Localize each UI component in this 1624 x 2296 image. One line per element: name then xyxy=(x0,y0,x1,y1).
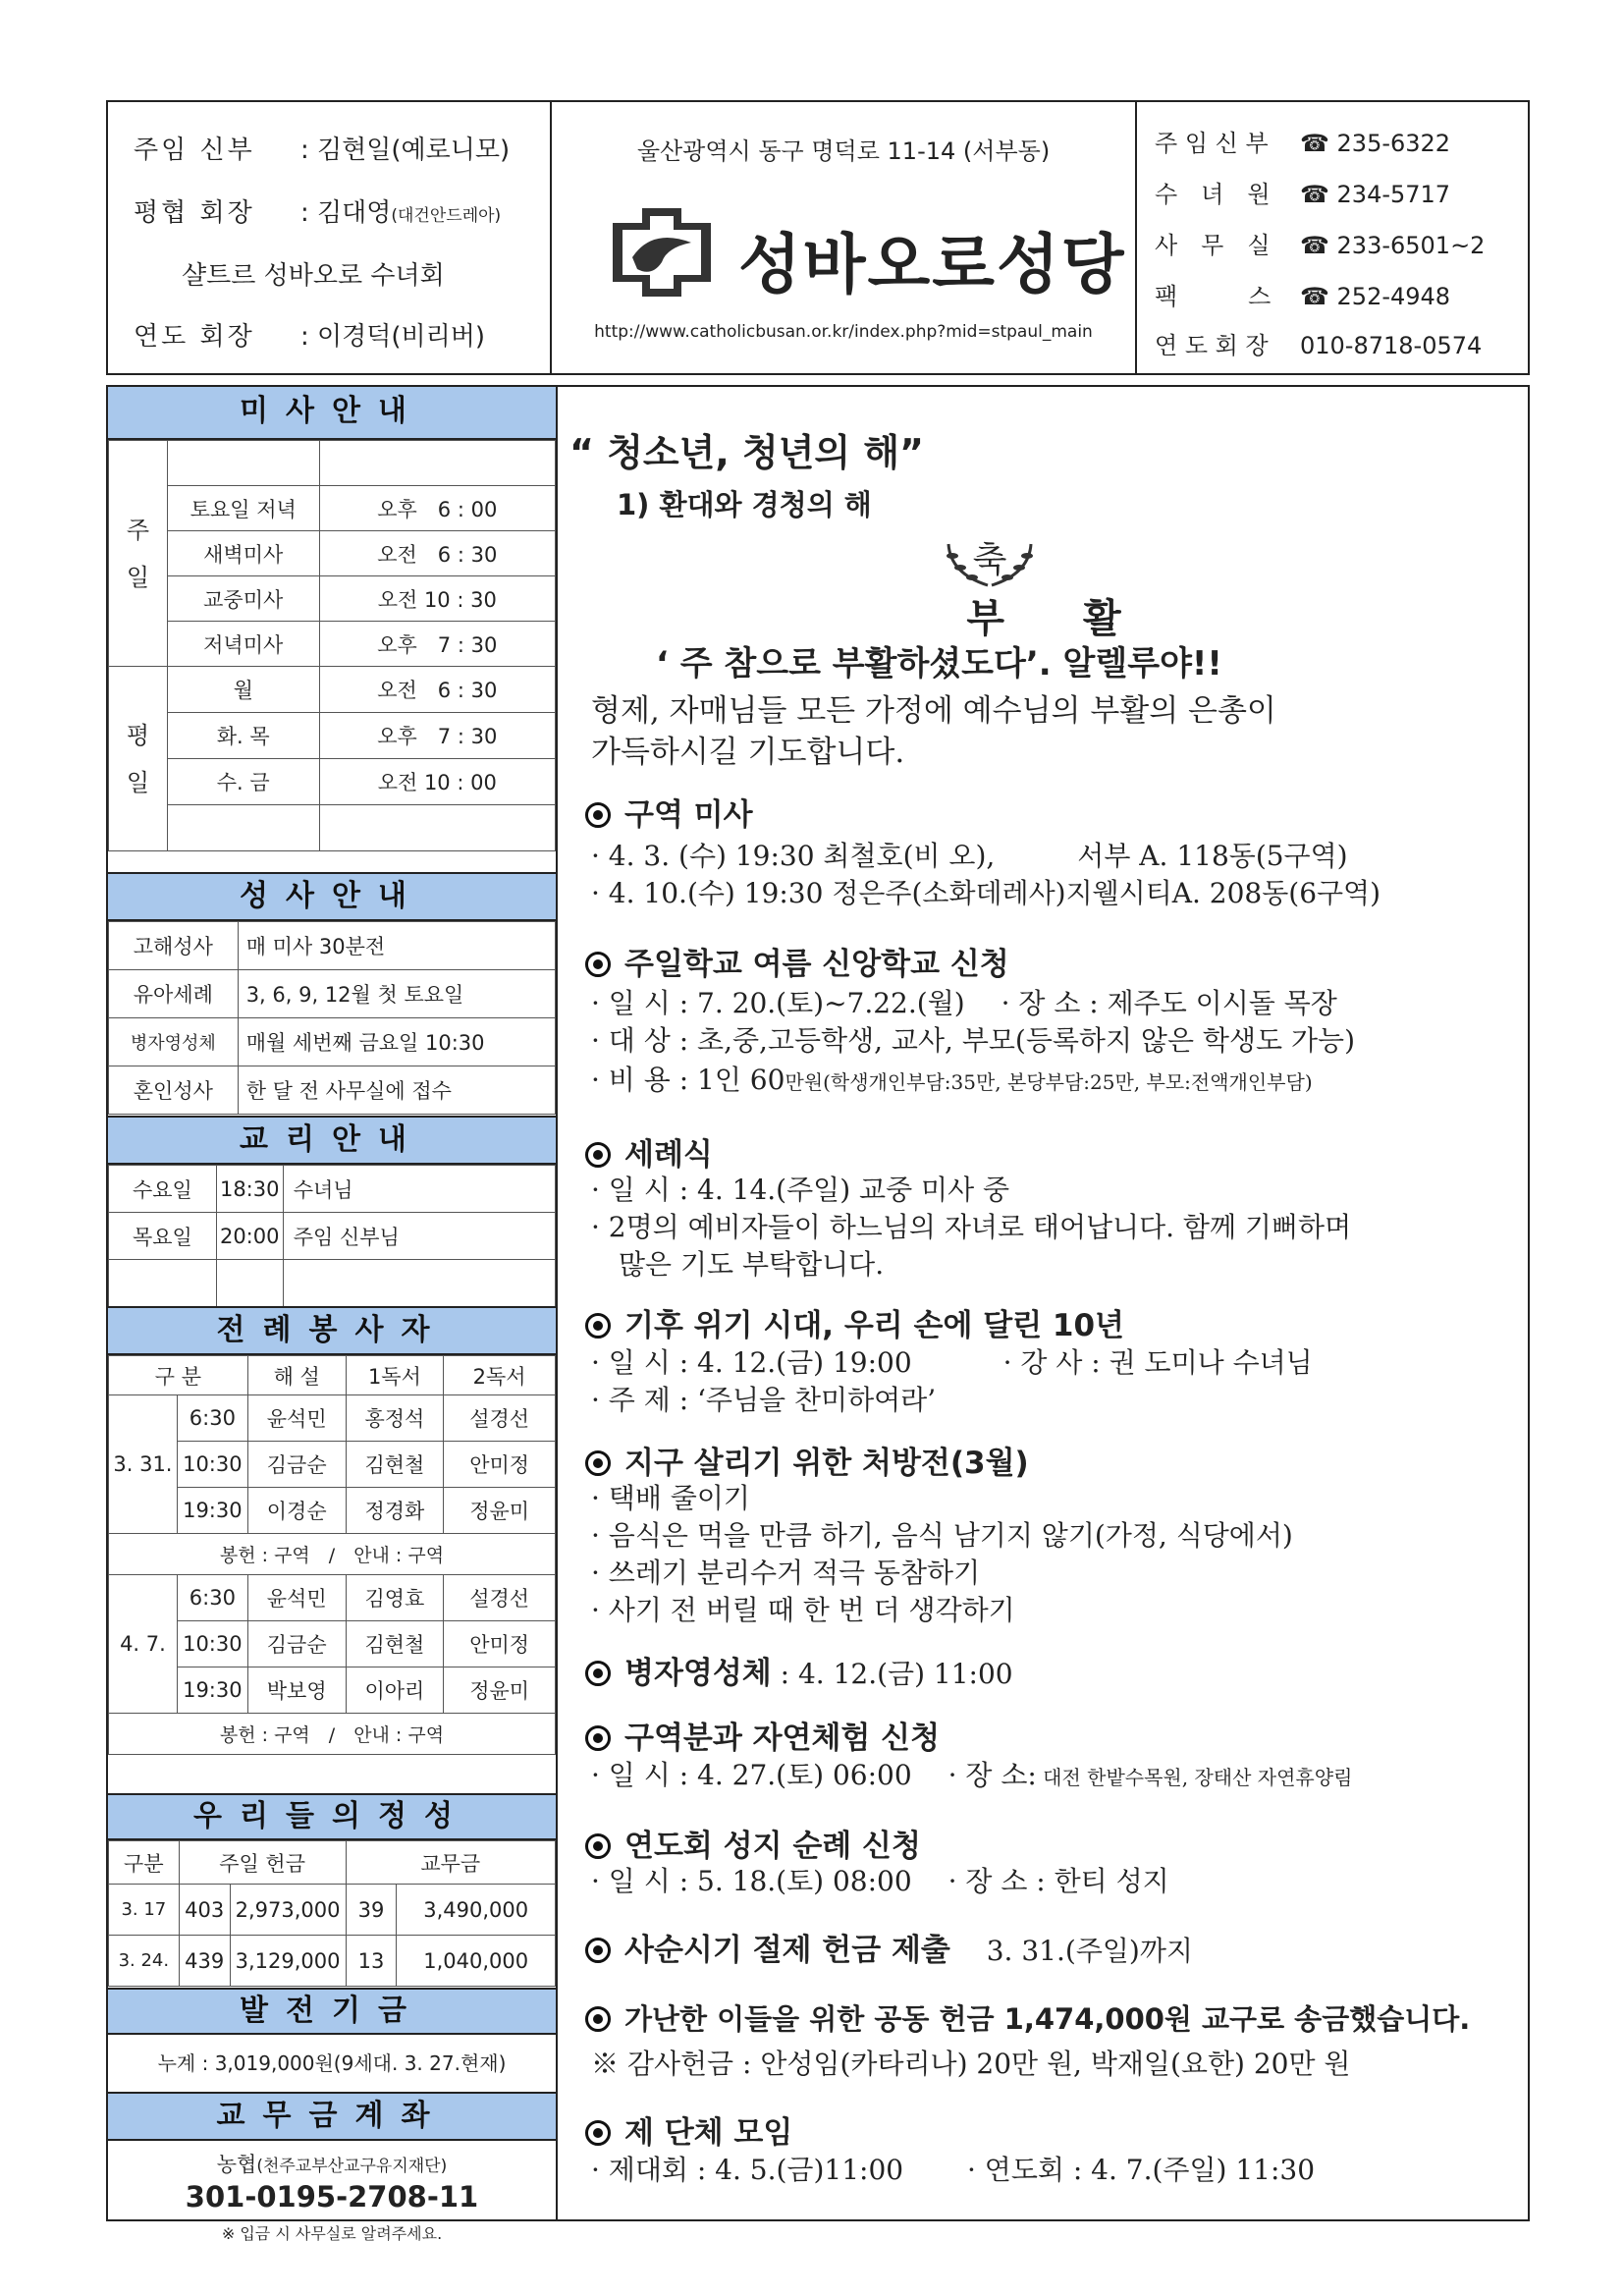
account-note: ※ 입금 시 사무실로 알려주세요. xyxy=(221,2224,443,2243)
sisters-row xyxy=(182,255,445,292)
fund-title: 발전기금 xyxy=(108,1988,556,2035)
servers-table xyxy=(108,1355,556,1755)
section-line: · 일 시 : 7. 20.(토)~7.22.(월) · 장 소 : 제주도 이시돌 목장 xyxy=(591,987,1337,1019)
mass-name: 수. 금 xyxy=(167,759,319,805)
sacrament-desc: 매 미사 30분전 xyxy=(238,922,555,970)
section-title-text: 사순시기 절제 헌금 제출 xyxy=(624,1933,950,1968)
section-line: · 쓰레기 분리수거 적극 동참하기 xyxy=(591,1557,981,1589)
servers-date: 4. 7. xyxy=(109,1575,178,1714)
mass-name: 저녁미사 xyxy=(167,622,319,667)
account-bank xyxy=(108,2149,556,2178)
fund-text: 누계 : 3,019,000원(9세대. 3. 27.현재) xyxy=(157,2051,507,2075)
doctrine-who: 주임 신부님 xyxy=(283,1213,555,1260)
sacrament-desc: 매월 세번째 금요일 10:30 xyxy=(238,1018,555,1066)
sunday-label-1: 주 xyxy=(126,516,150,544)
section-title-text: 지구 살리기 위한 처방전(3월) xyxy=(624,1446,1029,1481)
section-line: · 제대회 : 4. 5.(금)11:00 · 연도회 : 4. 7.(주일) 11:30 xyxy=(591,2154,1316,2186)
mass-time: 오전 10 : 00 xyxy=(319,759,555,805)
servers-cell: 안미정 xyxy=(444,1621,556,1667)
servers-time: 6:30 xyxy=(177,1575,247,1621)
section-line: · 4. 3. (수) 19:30 최철호(비 오), 서부 A. 118동(5구역) xyxy=(591,840,1348,872)
right-column xyxy=(558,385,1530,2221)
section-title-text: 구역 미사 xyxy=(624,797,753,833)
sacrament-desc: 한 달 전 사무실에 접수 xyxy=(238,1066,555,1115)
section-title-text: 구역분과 자연체험 신청 xyxy=(624,1721,941,1756)
mass-name: 토요일 저녁 xyxy=(167,486,319,531)
account-bank-sub: (천주교부산교구유지재단) xyxy=(256,2157,448,2176)
contact-label: 수 녀 원 xyxy=(1155,181,1271,208)
account-number: 301-0195-2708-11 xyxy=(185,2180,479,2214)
section-line: · 일 시 : 5. 18.(토) 08:00 · 장 소 : 한티 성지 xyxy=(591,1865,1169,1897)
offering-title: 우리들의정성 xyxy=(108,1793,556,1840)
section-line xyxy=(591,1754,1352,1793)
servers-cell: 정경화 xyxy=(346,1488,444,1534)
sacrament-name: 고해성사 xyxy=(109,922,239,970)
sacrament-name: 혼인성사 xyxy=(109,1066,239,1115)
servers-header: 2독서 xyxy=(444,1356,556,1395)
contact-tel: ☎ 235-6322 xyxy=(1300,130,1451,157)
section-line: · 4. 10.(수) 19:30 정은주(소화데레사)지웰시티A. 208동(6구역) xyxy=(591,877,1381,909)
servers-cell: 안미정 xyxy=(444,1442,556,1488)
council-label: 평협 회장 xyxy=(134,198,255,228)
sacrament-table xyxy=(108,921,556,1115)
section-line: · 일 시 : 4. 14.(주일) 교중 미사 중 xyxy=(591,1174,1010,1206)
servers-cell: 김현철 xyxy=(346,1621,444,1667)
servers-cell: 김현철 xyxy=(346,1442,444,1488)
section-title xyxy=(585,1129,713,1174)
offering-cell: 3,490,000 xyxy=(397,1885,556,1936)
servers-note: 봉헌 : 구역 / 안내 : 구역 xyxy=(109,1534,556,1575)
header-contacts xyxy=(1137,102,1528,373)
offering-cell: 2,973,000 xyxy=(230,1885,346,1936)
offering-header: 주일 헌금 xyxy=(179,1841,346,1885)
servers-title: 전례봉사자 xyxy=(108,1306,556,1355)
bullet-icon xyxy=(585,1725,611,1751)
contact-row xyxy=(1155,175,1450,209)
bullet-icon xyxy=(585,1142,611,1168)
mass-name: 교중미사 xyxy=(167,576,319,622)
offering-cell: 39 xyxy=(346,1885,397,1936)
cost-small: 만원(학생개인부담:35만, 본당부담:25만, 부모:전액개인부담) xyxy=(785,1070,1313,1094)
section-title xyxy=(585,790,753,834)
section-line: 많은 기도 부탁합니다. xyxy=(591,1248,885,1281)
sacrament-name: 유아세례 xyxy=(109,970,239,1018)
section-title xyxy=(585,1648,1013,1692)
servers-cell: 이경순 xyxy=(247,1488,346,1534)
offering-table xyxy=(108,1840,556,1987)
mass-table xyxy=(108,440,556,851)
section-line xyxy=(591,1059,1313,1098)
offering-cell: 13 xyxy=(346,1936,397,1987)
section-line: · 주 제 : ‘주님을 찬미하여라’ xyxy=(591,1384,937,1416)
servers-cell: 박보영 xyxy=(247,1667,346,1714)
offering-header: 교무금 xyxy=(346,1841,555,1885)
weekday-label-1: 평 xyxy=(126,721,150,749)
section-inline: 3. 31.(주일)까지 xyxy=(949,1935,1193,1967)
servers-cell: 김금순 xyxy=(247,1442,346,1488)
council-row xyxy=(134,192,501,229)
servers-header: 1독서 xyxy=(346,1356,444,1395)
mass-time: 오후 6 : 00 xyxy=(319,486,555,531)
bullet-icon xyxy=(585,1450,611,1476)
church-emblem-icon xyxy=(593,208,731,297)
section-title-text: 연도회 성지 순례 신청 xyxy=(624,1829,921,1864)
header-left xyxy=(108,102,552,373)
line-main: · 일 시 : 4. 27.(토) 06:00 · 장 소: xyxy=(591,1759,1037,1791)
mass-time: 오전 6 : 30 xyxy=(319,667,555,713)
servers-note: 봉헌 : 구역 / 안내 : 구역 xyxy=(109,1714,556,1755)
sacrament-name: 병자영성체 xyxy=(109,1018,239,1066)
contact-label: 주 임 신 부 xyxy=(1155,130,1269,157)
contact-row xyxy=(1155,226,1485,260)
offering-cell: 403 xyxy=(179,1885,230,1936)
address: 울산광역시 동구 명덕로 11-14 (서부동) xyxy=(636,137,1051,165)
doctrine-time: 20:00 xyxy=(216,1213,283,1260)
servers-header: 해 설 xyxy=(247,1356,346,1395)
priest-row xyxy=(134,130,510,166)
servers-cell: 홍정석 xyxy=(346,1395,444,1442)
yeondo-value: : 이경덕(비리버) xyxy=(300,322,486,352)
servers-cell: 윤석민 xyxy=(247,1575,346,1621)
servers-header: 구 분 xyxy=(109,1356,248,1395)
offering-cell: 1,040,000 xyxy=(397,1936,556,1987)
header-middle xyxy=(552,102,1137,373)
mass-time: 오후 7 : 30 xyxy=(319,713,555,759)
line-small: 대전 한밭수목원, 장태산 자연휴양림 xyxy=(1036,1766,1353,1789)
doctrine-time: 18:30 xyxy=(216,1166,283,1213)
contact-tel: ☎ 252-4948 xyxy=(1300,283,1451,310)
mass-time: 오전 6 : 30 xyxy=(319,531,555,576)
section-line: · 사기 전 버릴 때 한 번 더 생각하기 xyxy=(591,1594,1015,1626)
section-title-text: 주일학교 여름 신앙학교 신청 xyxy=(624,947,1009,982)
doctrine-day: 목요일 xyxy=(109,1213,217,1260)
contact-tel: ☎ 234-5717 xyxy=(1300,181,1451,208)
section-title-text: 가난한 이들을 위한 공동 헌금 1,474,000원 교구로 송금했습니다. xyxy=(624,2002,1471,2036)
bullet-icon xyxy=(585,1938,611,1963)
sacrament-title: 성사안내 xyxy=(108,872,556,921)
contact-row xyxy=(1155,326,1482,360)
emblem-char: 축 xyxy=(972,540,1007,580)
section-inline: : 4. 12.(금) 11:00 xyxy=(771,1658,1013,1690)
sisters-value: 샬트르 성바오로 수녀회 xyxy=(182,261,445,291)
contact-label: 사 무 실 xyxy=(1155,232,1271,259)
section-line: · 2명의 예비자들이 하느님의 자녀로 태어납니다. 함께 기뻐하며 xyxy=(591,1211,1352,1243)
section-title-text: 세례식 xyxy=(624,1137,713,1173)
doctrine-day: 수요일 xyxy=(109,1166,217,1213)
offering-header: 구분 xyxy=(109,1841,180,1885)
sunday-label xyxy=(109,441,168,667)
servers-cell: 설경선 xyxy=(444,1575,556,1621)
bullet-icon xyxy=(585,2006,611,2032)
offering-date: 3. 17 xyxy=(109,1885,180,1936)
mass-time: 오전 10 : 30 xyxy=(319,576,555,622)
mass-time: 오후 7 : 30 xyxy=(319,622,555,667)
contact-tel: ☎ 233-6501~2 xyxy=(1300,232,1486,259)
servers-cell: 김영효 xyxy=(346,1575,444,1621)
church-name: 성바오로성당 xyxy=(738,227,1126,302)
easter-msg-2: 가득하시길 기도합니다. xyxy=(591,735,905,770)
servers-time: 19:30 xyxy=(177,1667,247,1714)
contact-row xyxy=(1155,124,1450,158)
section-line: · 택배 줄이기 xyxy=(591,1482,750,1514)
doctrine-who: 수녀님 xyxy=(283,1166,555,1213)
yeondo-label: 연도 회장 xyxy=(134,322,255,352)
servers-cell: 이아리 xyxy=(346,1667,444,1714)
header-box xyxy=(106,100,1530,375)
section-title-text: 병자영성체 xyxy=(624,1656,772,1691)
bullet-icon xyxy=(585,1661,611,1686)
section-title xyxy=(585,2107,792,2152)
emblem xyxy=(939,534,1041,589)
servers-time: 6:30 xyxy=(177,1395,247,1442)
bullet-icon xyxy=(585,952,611,977)
section-line: · 음식은 먹을 만큼 하기, 음식 남기지 않기(가정, 식당에서) xyxy=(591,1519,1293,1552)
offering-cell: 439 xyxy=(179,1936,230,1987)
council-value: : 김대영 xyxy=(300,198,392,228)
council-sub: (대건안드레아) xyxy=(391,206,502,226)
servers-cell: 설경선 xyxy=(444,1395,556,1442)
mass-name: 화. 목 xyxy=(167,713,319,759)
section-line: · 대 상 : 초,중,고등학생, 교사, 부모(등록하지 않은 학생도 가능) xyxy=(591,1024,1355,1057)
bullet-icon xyxy=(585,1833,611,1859)
church-url[interactable]: http://www.catholicbusan.or.kr/index.php?mid=stpaul_main xyxy=(594,322,1093,342)
theme-sub: 1) 환대와 경청의 해 xyxy=(617,488,872,521)
offering-date: 3. 24. xyxy=(109,1936,180,1987)
servers-cell: 윤석민 xyxy=(247,1395,346,1442)
church-logo xyxy=(593,208,731,301)
bullet-icon xyxy=(585,2120,611,2146)
account-title: 교무금계좌 xyxy=(108,2092,556,2141)
servers-date: 3. 31. xyxy=(109,1395,178,1534)
contact-label: 연 도 회 장 xyxy=(1155,332,1269,359)
contact-label: 팩 스 xyxy=(1155,283,1272,310)
section-title-text: 제 단체 모임 xyxy=(624,2115,793,2151)
doctrine-table xyxy=(108,1165,556,1307)
sunday-label-2: 일 xyxy=(126,563,150,591)
weekday-label-2: 일 xyxy=(126,768,150,796)
servers-cell: 정윤미 xyxy=(444,1667,556,1714)
contact-row xyxy=(1155,277,1450,311)
mass-title: 미사안내 xyxy=(108,387,556,440)
account-bank-name: 농협 xyxy=(216,2153,257,2176)
section-title xyxy=(585,1300,1124,1344)
easter-msg-1: 형제, 자매님들 모든 가정에 예수님의 부활의 은총이 xyxy=(591,693,1276,729)
sacrament-desc: 3, 6, 9, 12월 첫 토요일 xyxy=(238,970,555,1018)
servers-time: 10:30 xyxy=(177,1621,247,1667)
mass-name: 새벽미사 xyxy=(167,531,319,576)
section-title xyxy=(585,1821,921,1865)
doctrine-title: 교리안내 xyxy=(108,1116,556,1165)
easter-quote: ‘ 주 참으로 부활하셨도다’. 알렐루야!! xyxy=(656,644,1222,683)
section-title xyxy=(585,1438,1029,1482)
mass-name: 월 xyxy=(167,667,319,713)
easter-title: 부 활 xyxy=(966,595,1121,641)
offering-cell: 3,129,000 xyxy=(230,1936,346,1987)
yeondo-row xyxy=(134,316,485,353)
section-title xyxy=(585,939,1009,983)
left-column xyxy=(106,385,558,2243)
section-line: ※ 감사헌금 : 안성임(카타리나) 20만 원, 박재일(요한) 20만 원 xyxy=(591,2048,1351,2080)
bullet-icon xyxy=(585,802,611,828)
priest-value: : 김현일(예로니모) xyxy=(300,136,511,165)
servers-time: 10:30 xyxy=(177,1442,247,1488)
contact-tel: 010-8718-0574 xyxy=(1300,332,1483,359)
section-title xyxy=(585,1925,1193,1969)
cost-main: · 비 용 : 1인 60 xyxy=(591,1064,785,1096)
weekday-label xyxy=(109,667,168,851)
section-title xyxy=(585,1997,1470,2038)
bullet-icon xyxy=(585,1313,611,1339)
servers-cell: 김금순 xyxy=(247,1621,346,1667)
servers-cell: 정윤미 xyxy=(444,1488,556,1534)
priest-label: 주임 신부 xyxy=(134,136,255,165)
section-title-text: 기후 위기 시대, 우리 손에 달린 10년 xyxy=(624,1308,1124,1343)
section-title xyxy=(585,1713,940,1757)
theme-title: “ 청소년, 청년의 해” xyxy=(569,431,925,474)
section-line: · 일 시 : 4. 12.(금) 19:00 · 강 사 : 권 도미나 수녀님 xyxy=(591,1346,1313,1379)
servers-time: 19:30 xyxy=(177,1488,247,1534)
